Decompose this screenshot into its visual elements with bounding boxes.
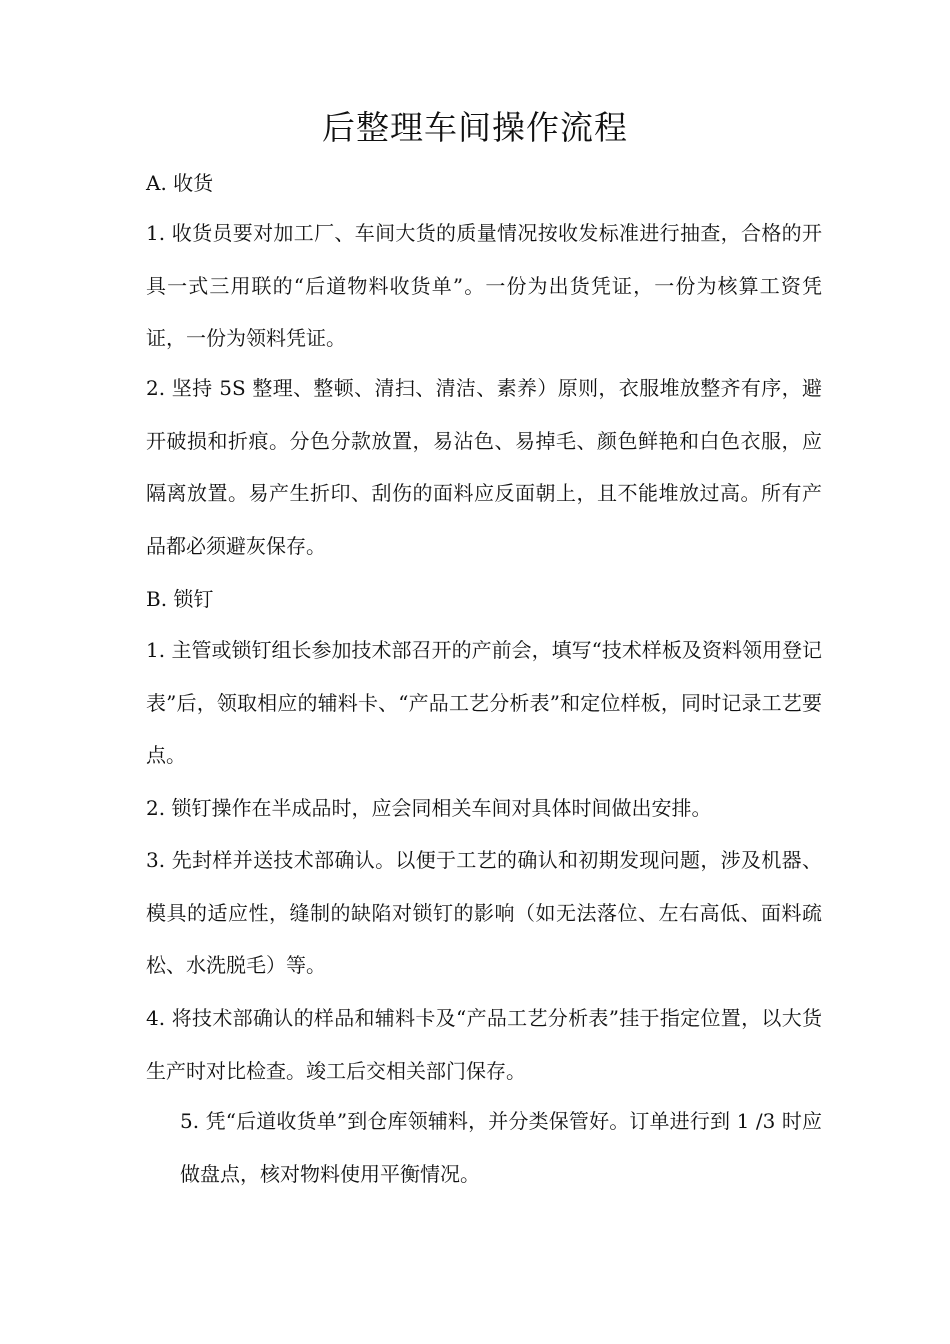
document-title: 后整理车间操作流程 xyxy=(322,108,628,147)
section-a-heading: A. 收货 xyxy=(146,171,214,195)
section-b-item-3: 3. 先封样并送技术部确认。以便于工艺的确认和初期发现问题，涉及机器、模具的适应性，缝制的缺陷对锁钉的影响（如无法落位、左右高低、面料疏松、水洗脱毛）等。 xyxy=(146,848,822,978)
section-a-item-2: 2. 坚持 5S 整理、整顿、清扫、清洁、素养）原则，衣服堆放整齐有序，避开破损和折痕。分色分款放置，易沾色、易掉毛、颜色鲜艳和白色衣服，应隔离放置。易产生折印、刮伤的面料应反面朝上，且不能堆放过高。所有产品都必须避灰保存。 xyxy=(146,376,822,558)
section-b-item-5: 5. 凭“后道收货单”到仓库领辅料，并分类保管好。订单进行到 1 /3 时应做盘点，核对物料使用平衡情况。 xyxy=(180,1109,822,1186)
section-b-heading: B. 锁钉 xyxy=(146,587,214,611)
section-b-item-4: 4. 将技术部确认的样品和辅料卡及“产品工艺分析表”挂于指定位置，以大货生产时对比检查。竣工后交相关部门保存。 xyxy=(146,1006,822,1083)
section-a-item-1: 1. 收货员要对加工厂、车间大货的质量情况按收发标准进行抽查，合格的开具一式三用联的“后道物料收货单”。一份为出货凭证，一份为核算工资凭证，一份为领料凭证。 xyxy=(146,221,822,351)
section-b-item-1: 1. 主管或锁钉组长参加技术部召开的产前会，填写“技术样板及资料领用登记表”后，领取相应的辅料卡、“产品工艺分析表”和定位样板，同时记录工艺要点。 xyxy=(146,638,822,768)
section-b-item-2: 2. 锁钉操作在半成品时，应会同相关车间对具体时间做出安排。 xyxy=(146,796,712,820)
